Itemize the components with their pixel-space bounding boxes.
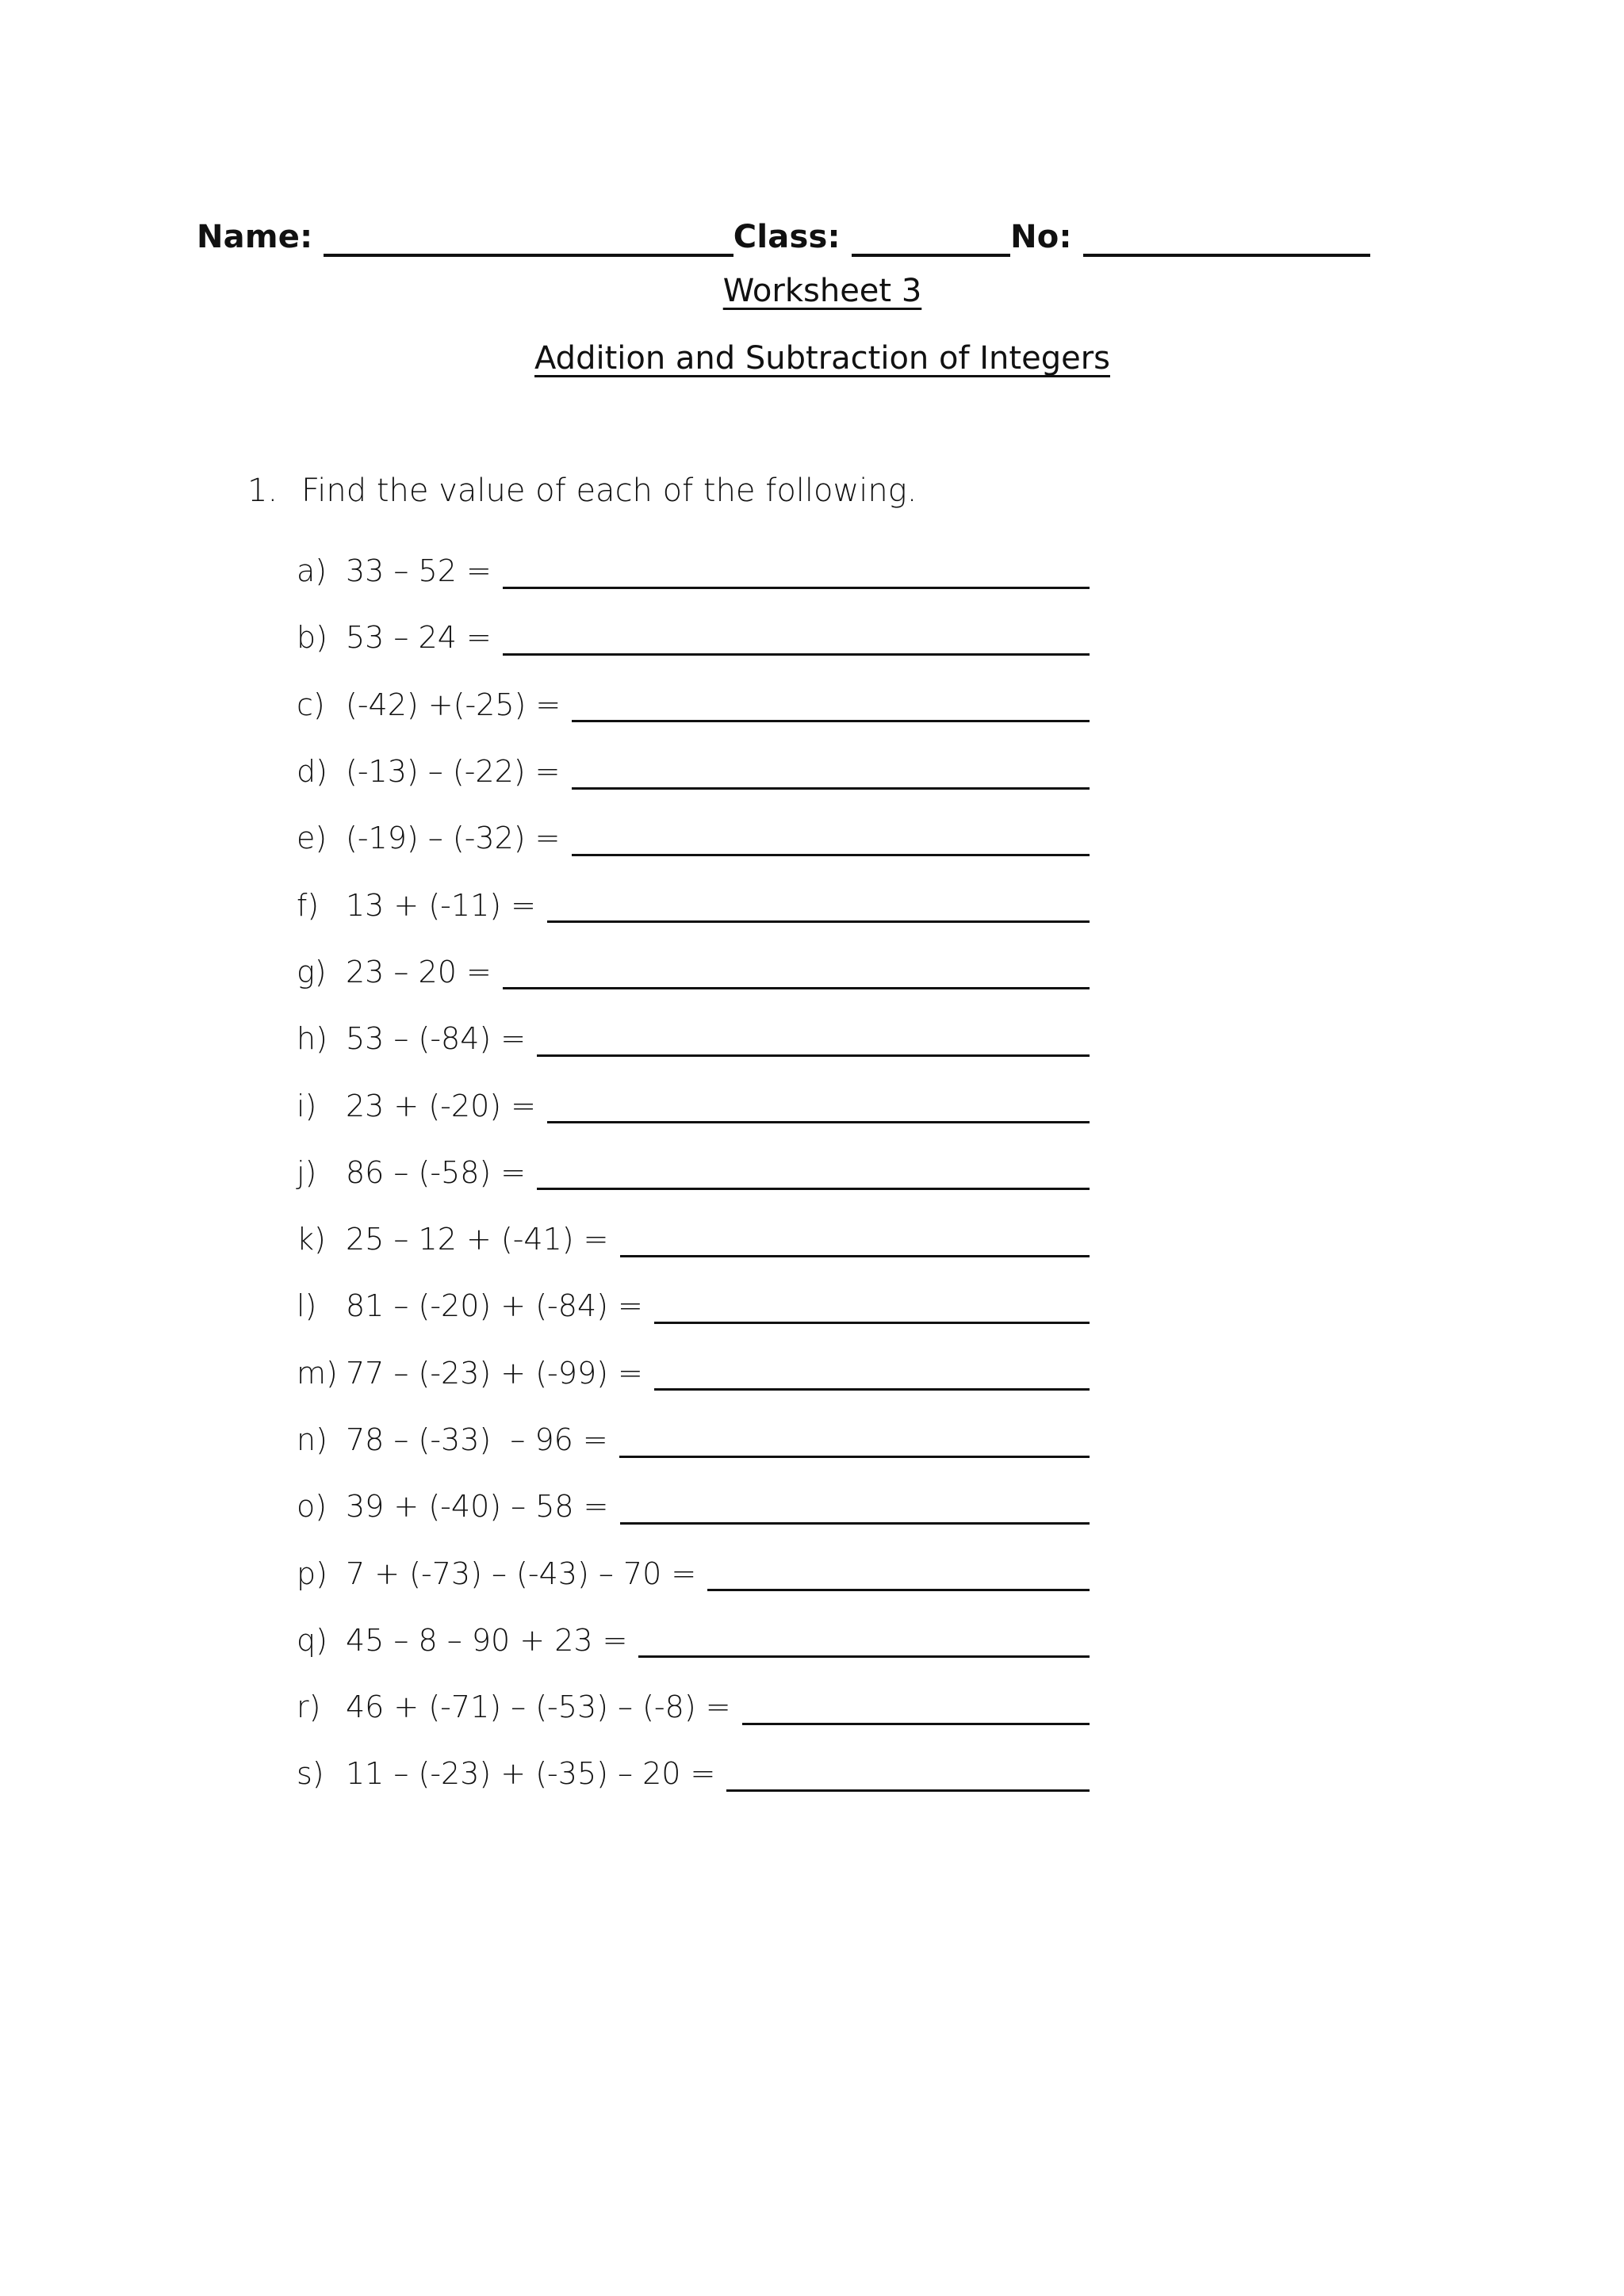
problem-expression: (-42) +(-25) = <box>346 687 561 722</box>
problem-item <box>297 1206 1090 1272</box>
problem-letter: e) <box>297 821 327 856</box>
answer-blank[interactable] <box>572 830 1090 856</box>
problem-letter: g) <box>297 954 327 989</box>
problem-letter: q) <box>297 1622 327 1658</box>
problem-letter: h) <box>297 1021 327 1057</box>
problem-letter: i) <box>297 1088 317 1123</box>
name-blank[interactable] <box>324 217 733 257</box>
problem-expression: 53 – (-84) = <box>346 1021 527 1057</box>
problem-letter: s) <box>297 1756 324 1792</box>
problem-letter: j) <box>297 1154 317 1190</box>
problem-expression: 78 – (-33) – 96 = <box>346 1422 608 1457</box>
problem-expression: 13 + (-11) = <box>346 887 536 923</box>
answer-blank[interactable] <box>619 1432 1090 1458</box>
problem-item <box>297 1674 1090 1740</box>
worksheet-subtitle: Addition and Subtraction of Integers <box>534 340 1110 377</box>
answer-blank[interactable] <box>547 897 1090 923</box>
problem-letter: k) <box>297 1222 326 1257</box>
problem-item <box>297 1272 1090 1339</box>
class-label: Class: <box>733 219 841 255</box>
problem-item <box>297 538 1090 604</box>
problem-item <box>297 604 1090 671</box>
problem-letter: r) <box>297 1689 321 1725</box>
problem-item <box>297 1473 1090 1540</box>
answer-blank[interactable] <box>620 1231 1090 1257</box>
problem-expression: 33 – 52 = <box>346 553 492 589</box>
no-label: No: <box>1010 219 1072 255</box>
answer-blank[interactable] <box>547 1097 1090 1123</box>
answer-blank[interactable] <box>707 1565 1090 1591</box>
problem-expression: 23 + (-20) = <box>346 1088 536 1123</box>
problem-letter: m) <box>297 1355 338 1391</box>
problem-item <box>297 1406 1090 1473</box>
problem-list <box>297 538 1090 1808</box>
problem-expression: 23 – 20 = <box>346 954 492 989</box>
answer-blank[interactable] <box>638 1632 1090 1658</box>
problem-letter: o) <box>297 1489 327 1525</box>
answer-blank[interactable] <box>503 563 1090 589</box>
answer-blank[interactable] <box>726 1766 1090 1792</box>
problem-item <box>297 1139 1090 1206</box>
answer-blank[interactable] <box>503 963 1090 989</box>
problem-item <box>297 805 1090 871</box>
answer-blank[interactable] <box>537 1164 1090 1190</box>
answer-blank[interactable] <box>503 629 1090 656</box>
problem-letter: a) <box>297 553 327 589</box>
problem-letter: c) <box>297 687 325 722</box>
question-number: 1. <box>247 473 278 509</box>
answer-blank[interactable] <box>620 1498 1090 1525</box>
student-info-row <box>197 208 1370 257</box>
problem-expression: (-13) – (-22) = <box>346 754 561 790</box>
problem-expression: 86 – (-58) = <box>346 1154 527 1190</box>
problem-item <box>297 1540 1090 1606</box>
problem-item <box>297 871 1090 938</box>
problem-item <box>297 1072 1090 1138</box>
problem-expression: 11 – (-23) + (-35) – 20 = <box>346 1756 716 1792</box>
answer-blank[interactable] <box>572 696 1090 722</box>
answer-blank[interactable] <box>654 1298 1090 1324</box>
question-instruction <box>247 473 917 509</box>
problem-item <box>297 1607 1090 1674</box>
problem-item <box>297 1340 1090 1406</box>
answer-blank[interactable] <box>742 1699 1090 1725</box>
problem-expression: 53 – 24 = <box>346 620 492 656</box>
problem-item <box>297 1005 1090 1072</box>
answer-blank[interactable] <box>572 763 1090 790</box>
problem-letter: f) <box>297 887 320 923</box>
class-blank[interactable] <box>852 217 1010 257</box>
problem-letter: b) <box>297 620 327 656</box>
problem-expression: 77 – (-23) + (-99) = <box>346 1355 643 1391</box>
problem-letter: l) <box>297 1288 317 1324</box>
problem-letter: n) <box>297 1422 327 1457</box>
problem-item <box>297 1740 1090 1807</box>
problem-expression: 81 – (-20) + (-84) = <box>346 1288 643 1324</box>
problem-expression: (-19) – (-32) = <box>346 821 561 856</box>
question-text: Find the value of each of the following. <box>301 473 917 509</box>
problem-item <box>297 672 1090 738</box>
worksheet-title: Worksheet 3 <box>722 273 922 309</box>
problem-expression: 45 – 8 – 90 + 23 = <box>346 1622 628 1658</box>
problem-item <box>297 738 1090 805</box>
problem-expression: 46 + (-71) – (-53) – (-8) = <box>346 1689 731 1725</box>
answer-blank[interactable] <box>654 1364 1090 1391</box>
name-label: Name: <box>197 219 313 255</box>
no-blank[interactable] <box>1083 217 1370 257</box>
problem-expression: 25 – 12 + (-41) = <box>346 1222 609 1257</box>
problem-item <box>297 939 1090 1005</box>
problem-letter: d) <box>297 754 327 790</box>
answer-blank[interactable] <box>537 1031 1090 1057</box>
problem-expression: 39 + (-40) – 58 = <box>346 1489 609 1525</box>
problem-letter: p) <box>297 1556 327 1591</box>
problem-expression: 7 + (-73) – (-43) – 70 = <box>346 1556 697 1591</box>
